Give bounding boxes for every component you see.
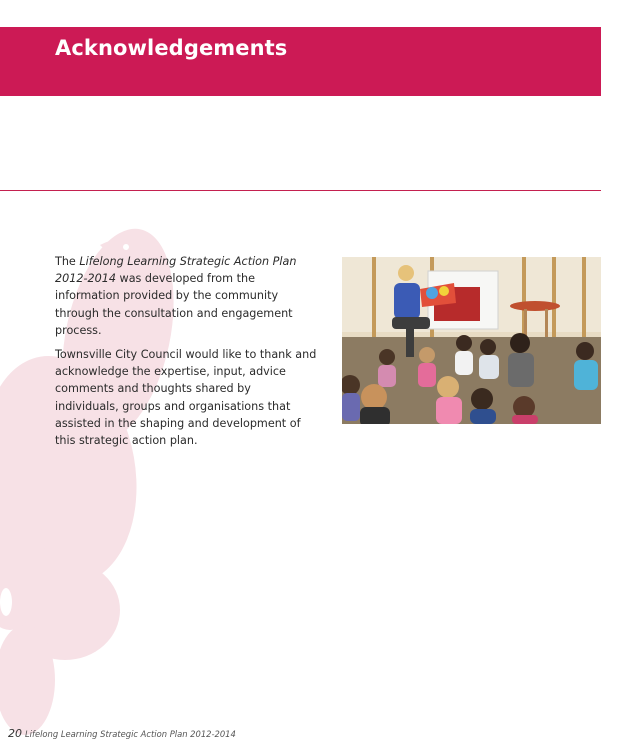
page-title: Acknowledgements (55, 36, 288, 60)
publication-title: Lifelong Learning Strategic Action Plan 2012-2014 (25, 729, 236, 739)
storytime-photo (342, 257, 601, 424)
acknowledgement-text (55, 253, 317, 456)
page-footer (8, 727, 236, 740)
para1-prefix: The (55, 255, 80, 268)
paragraph-intro (55, 253, 317, 339)
section-divider (0, 190, 601, 191)
paragraph-thanks: Townsville City Council would like to thank and acknowledge the expertise, input, advice comments and thoughts shared by individuals, groups and organisations that assisted in the shaping and development of this strategic action plan. (55, 348, 317, 448)
page-number: 20 (8, 727, 22, 740)
para1-rest: was developed from the information provided by the community through the consultation and engagement process. (55, 272, 293, 337)
plan-title-italic: Lifelong Learning Strategic Action Plan 2012-2014 (55, 255, 297, 286)
